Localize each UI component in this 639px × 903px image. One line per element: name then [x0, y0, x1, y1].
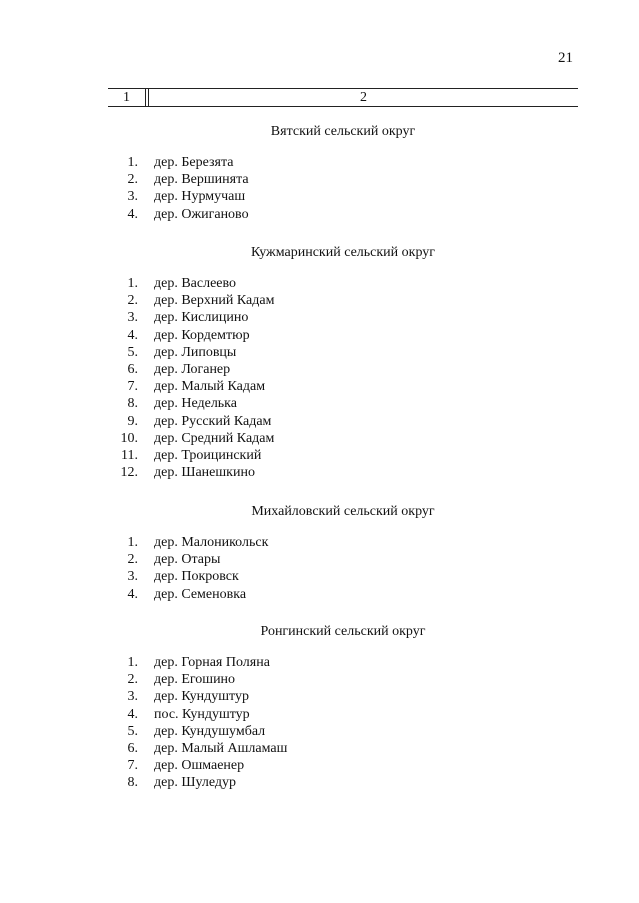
item-number: 2. [127, 172, 138, 188]
item-number: 10. [120, 430, 138, 446]
item-number: 12. [120, 465, 138, 481]
item-number: 2. [127, 672, 138, 688]
list-item [108, 447, 578, 464]
list-item [108, 154, 578, 171]
item-number: 2. [127, 293, 138, 309]
list-item [108, 344, 578, 361]
list-item [108, 206, 578, 223]
district-title: Кужмаринский сельский округ [250, 245, 436, 260]
item-number: 4. [127, 327, 138, 343]
list-item [108, 706, 578, 723]
item-number: 2. [127, 552, 138, 568]
item-number: 1. [127, 155, 138, 170]
page-number: 21 [558, 50, 573, 66]
list-item [108, 430, 578, 447]
item-number: 9. [127, 413, 138, 429]
item-number: 11. [121, 447, 138, 463]
list-item [108, 740, 578, 757]
item-name: дер. Нурмучаш [154, 189, 246, 205]
item-name: пос. Кундуштур [154, 706, 250, 722]
item-number: 7. [127, 379, 138, 395]
header-col-2: 2 [360, 90, 367, 105]
district-section [108, 122, 578, 223]
district-title: Михайловский сельский округ [251, 504, 435, 519]
item-number: 1. [127, 655, 138, 670]
item-number: 7. [127, 758, 138, 774]
list-item [108, 413, 578, 430]
item-name: дер. Русский Кадам [154, 413, 272, 429]
list-item [108, 586, 578, 603]
item-name: дер. Малый Кадам [154, 379, 266, 395]
item-number: 5. [127, 723, 138, 739]
settlement-list [108, 275, 578, 481]
list-item [108, 654, 578, 671]
item-number: 6. [127, 361, 138, 377]
item-number: 3. [127, 310, 138, 326]
list-item [108, 292, 578, 309]
list-item [108, 757, 578, 774]
item-name: дер. Вершинята [154, 172, 249, 188]
item-name: дер. Шанешкино [154, 465, 255, 481]
list-item [108, 723, 578, 740]
item-name: дер. Верхний Кадам [154, 293, 275, 309]
list-item [108, 171, 578, 188]
item-name: дер. Малоникольск [154, 535, 269, 550]
item-number: 1. [127, 535, 138, 550]
list-item [108, 361, 578, 378]
item-name: дер. Средний Кадам [154, 430, 275, 446]
table-header-row [108, 88, 578, 107]
list-item [108, 327, 578, 344]
district-section [108, 622, 578, 792]
list-item [108, 688, 578, 705]
settlement-list [108, 654, 578, 792]
item-number: 6. [127, 740, 138, 756]
item-number: 4. [127, 586, 138, 602]
item-number: 5. [127, 344, 138, 360]
list-item [108, 534, 578, 551]
list-item [108, 309, 578, 326]
header-divider [145, 88, 146, 107]
list-item [108, 774, 578, 791]
item-number: 3. [127, 189, 138, 205]
item-name: дер. Кордемтюр [154, 327, 250, 343]
item-number: 8. [127, 396, 138, 412]
item-name: дер. Неделька [154, 396, 237, 412]
district-title: Вятский сельский округ [270, 124, 416, 139]
item-name: дер. Кундуштур [154, 689, 249, 705]
list-item [108, 188, 578, 205]
header-col-1: 1 [123, 90, 130, 105]
list-item [108, 551, 578, 568]
item-number: 4. [127, 706, 138, 722]
item-name: дер. Шуледур [154, 775, 236, 791]
settlement-list [108, 534, 578, 603]
item-name: дер. Троицинский [154, 447, 262, 463]
item-name: дер. Ожиганово [154, 206, 249, 222]
district-section [108, 502, 578, 603]
item-name: дер. Логанер [154, 361, 231, 377]
item-name: дер. Отары [154, 552, 221, 568]
item-name: дер. Семеновка [154, 586, 247, 602]
item-name: дер. Горная Поляна [154, 655, 270, 670]
list-item [108, 568, 578, 585]
item-number: 3. [127, 569, 138, 585]
item-name: дер. Березята [154, 155, 234, 170]
item-name: дер. Кундушумбал [154, 723, 266, 739]
item-number: 1. [127, 276, 138, 291]
list-item [108, 378, 578, 395]
list-item [108, 464, 578, 481]
item-number: 8. [127, 775, 138, 791]
district-title: Ронгинский сельский округ [260, 624, 426, 639]
item-number: 3. [127, 689, 138, 705]
district-section [108, 243, 578, 481]
item-name: дер. Покровск [154, 569, 239, 585]
item-name: дер. Васлеево [154, 276, 237, 291]
item-name: дер. Егошино [154, 672, 236, 688]
settlement-list [108, 154, 578, 223]
item-name: дер. Ошмаенер [154, 758, 245, 774]
item-number: 4. [127, 206, 138, 222]
list-item [108, 395, 578, 412]
list-item [108, 671, 578, 688]
item-name: дер. Липовцы [154, 344, 237, 360]
item-name: дер. Малый Ашламаш [154, 740, 288, 756]
item-name: дер. Кислицино [154, 310, 249, 326]
list-item [108, 275, 578, 292]
